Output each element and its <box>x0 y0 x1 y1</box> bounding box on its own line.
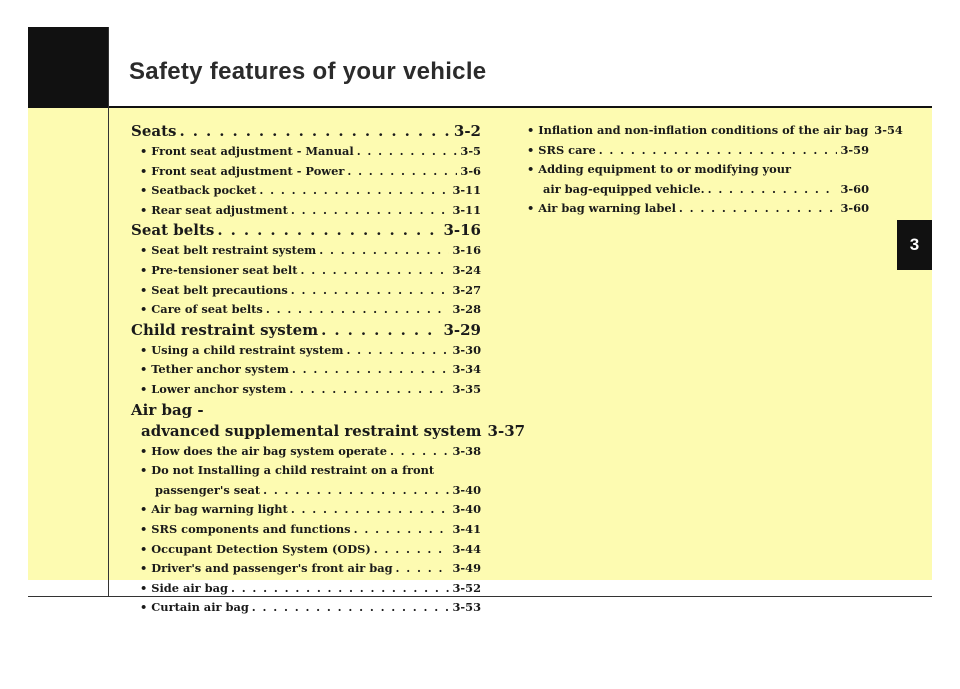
toc-item[interactable]: • Front seat adjustment - Manual . . . 3-5 <box>131 142 481 162</box>
toc-item[interactable]: • Pre-tensioner seat belt . . . 3-24 <box>131 261 481 281</box>
toc-item[interactable]: air bag-equipped vehicle. . . . 3-60 <box>527 180 869 200</box>
toc-item[interactable]: • Occupant Detection System (ODS) . . . 3-44 <box>131 540 481 560</box>
toc-item[interactable]: • Seat belt precautions . . . 3-27 <box>131 281 481 301</box>
toc-section-seats[interactable]: Seats . . . 3-2 <box>131 121 481 142</box>
toc-section-air-bag[interactable]: advanced supplemental restraint system 3-37 <box>141 421 526 440</box>
toc-right-column <box>527 121 903 219</box>
toc-item[interactable]: • Care of seat belts . . . 3-28 <box>131 300 481 320</box>
toc-item[interactable]: • Lower anchor system . . . 3-35 <box>131 380 481 400</box>
chapter-tab[interactable]: 3 <box>897 220 932 270</box>
toc-item[interactable]: • SRS components and functions . . . 3-41 <box>131 520 481 540</box>
toc-item[interactable]: passenger's seat . . . 3-40 <box>131 481 481 501</box>
toc-item[interactable]: • Driver's and passenger's front air bag . . . 3-49 <box>131 559 481 579</box>
toc-item[interactable]: • Rear seat adjustment . . . 3-11 <box>131 201 481 221</box>
corner-black-block <box>28 27 109 108</box>
toc-item[interactable]: • Seatback pocket . . . 3-11 <box>131 181 481 201</box>
toc-section-seat-belts[interactable]: Seat belts . . . 3-16 <box>131 220 481 241</box>
toc-item[interactable]: • Tether anchor system . . . 3-34 <box>131 360 481 380</box>
toc-left-column <box>131 121 526 618</box>
page-title: Safety features of your vehicle <box>129 58 487 85</box>
toc-item-line1[interactable]: • Do not Installing a child restraint on a front <box>140 463 435 478</box>
toc-item-line1[interactable]: • Adding equipment to or modifying your <box>527 162 792 177</box>
toc-item[interactable]: • Side air bag . . . 3-52 <box>131 579 481 599</box>
toc-item[interactable]: • Curtain air bag . . . 3-53 <box>131 598 481 618</box>
toc-item[interactable]: • Seat belt restraint system . . . 3-16 <box>131 241 481 261</box>
toc-item[interactable]: • Front seat adjustment - Power . . . 3-6 <box>131 162 481 182</box>
toc-section-child-restraint[interactable]: Child restraint system . . . 3-29 <box>131 320 481 341</box>
toc-item[interactable]: • Using a child restraint system . . . 3-30 <box>131 341 481 361</box>
toc-item[interactable]: • How does the air bag system operate . . . 3-38 <box>131 442 481 462</box>
toc-item[interactable]: • Inflation and non-inflation conditions of the air bag 3-54 <box>527 123 903 137</box>
left-margin-line <box>108 27 109 597</box>
toc-item[interactable]: • Air bag warning label . . . 3-60 <box>527 199 869 219</box>
toc-item[interactable]: • Air bag warning light . . . 3-40 <box>131 500 481 520</box>
toc-section-air-bag-line1[interactable]: Air bag - <box>131 400 204 419</box>
toc-item[interactable]: • SRS care . . . 3-59 <box>527 141 869 161</box>
